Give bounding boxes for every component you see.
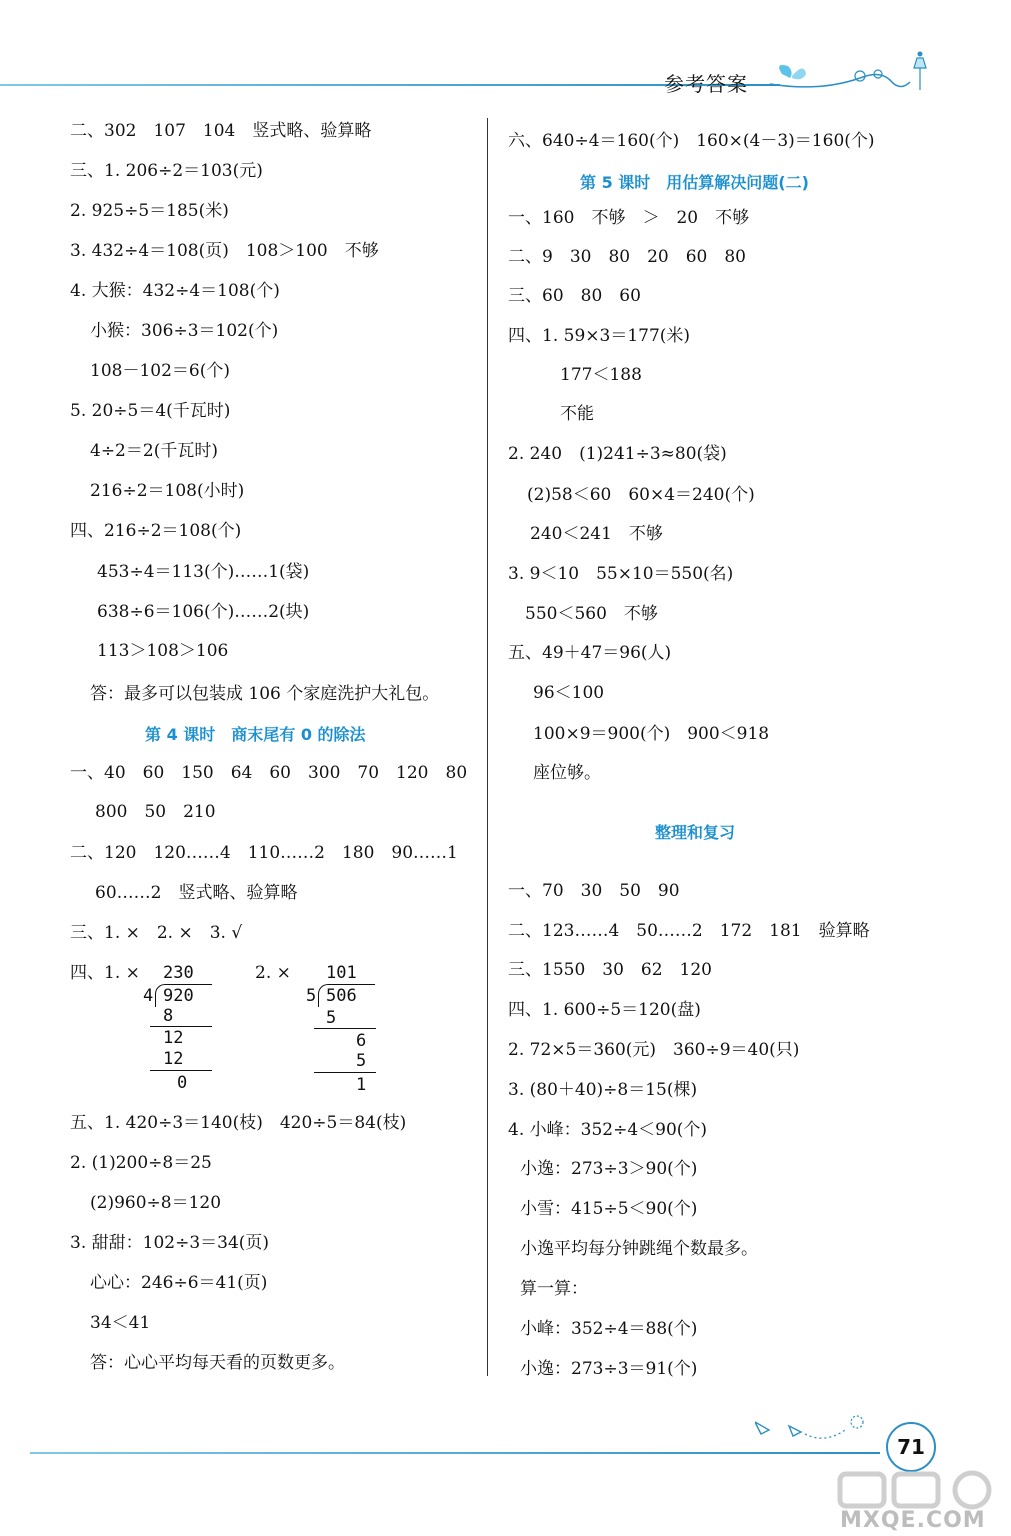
left-line: 一、40 60 150 64 60 300 70 120 80 [70,763,468,783]
ld2-divisor: 5 [306,986,317,1006]
ld2-rule-2 [314,1072,376,1073]
left-line: (2)960÷8＝120 [90,1193,222,1213]
right-line: 4. 小峰：352÷4＜90(个) [508,1120,708,1140]
left-line: 二、302 107 104 竖式略、验算略 [70,121,372,141]
column-divider [487,118,488,1376]
right-line: 240＜241 不够 [530,524,663,544]
ld2-remainder: 1 [356,1075,367,1095]
right-line: 177＜188 [560,365,642,385]
right-line: 小峰：352÷4＝88(个) [520,1319,698,1339]
right-line: 2. 240 (1)241÷3≈80(袋) [508,444,727,464]
ld2-step-1: 5 [326,1008,337,1028]
ld1-step-2: 12 [163,1028,184,1048]
left-line: 心心：246÷6＝41(页) [90,1273,268,1293]
left-line: 二、120 120……4 110……2 180 90……1 [70,843,458,863]
butterfly-lamp-decoration-icon [760,48,940,98]
section-title-lesson4: 第 4 课时 商末尾有 0 的除法 [145,725,366,744]
right-line: 算一算： [520,1279,588,1299]
ld1-step-3: 12 [163,1049,184,1069]
right-line: 96＜100 [533,683,605,703]
left-line: 三、1. × 2. × 3. √ [70,923,243,943]
ld1-dividend: 920 [163,986,194,1006]
left-line: 2. 925÷5＝185(米) [70,201,229,221]
ld1-step-1: 8 [163,1006,174,1026]
ld2-step-3: 5 [356,1051,367,1071]
q4-label-1: 四、1. × [70,963,140,983]
watermark [836,1470,1006,1534]
section-title-review: 整理和复习 [655,823,736,842]
right-line: 3. 9＜10 55×10＝550(名) [508,564,734,584]
right-line: 不能 [560,404,594,424]
ld2-rule-1 [314,1028,376,1029]
right-line: 小雪：415÷5＜90(个) [520,1199,698,1219]
left-line: 216÷2＝108(小时) [90,481,245,501]
left-line: 3. 432÷4＝108(页) 108＞100 不够 [70,241,379,261]
left-line: 2. (1)200÷8＝25 [70,1153,212,1173]
left-line: 4÷2＝2(千瓦时) [90,441,218,461]
right-line: (2)58＜60 60×4＝240(个) [527,485,755,505]
left-line: 小猴：306÷3＝102(个) [90,321,279,341]
right-line: 二、9 30 80 20 60 80 [508,247,746,267]
q4-label-2: 2. × [255,963,291,983]
right-line: 一、70 30 50 90 [508,881,680,901]
right-line: 小逸：273÷3＝91(个) [520,1359,698,1379]
right-line: 100×9＝900(个) 900＜918 [533,724,770,744]
left-line: 答：最多可以包装成 106 个家庭洗护大礼包。 [90,684,440,704]
left-line: 4. 大猴：432÷4＝108(个) [70,281,280,301]
left-line: 60……2 竖式略、验算略 [95,883,298,903]
ld2-dividend: 506 [326,986,357,1006]
left-line: 113＞108＞106 [97,641,229,661]
left-line: 34＜41 [90,1313,151,1333]
watermark-logo-icon [836,1470,1006,1510]
left-line: 800 50 210 [95,802,216,822]
ld1-divisor: 4 [143,986,154,1006]
page-number: 71 [886,1422,936,1472]
header-rule [0,84,780,86]
section-title-lesson5: 第 5 课时 用估算解决问题(二) [580,173,809,192]
right-line: 四、1. 59×3＝177(米) [508,326,691,346]
left-line: 638÷6＝106(个)……2(块) [97,602,310,622]
right-line: 三、1550 30 62 120 [508,960,712,980]
ld1-rule-2 [150,1070,212,1071]
right-line: 二、123……4 50……2 172 181 验算略 [508,921,870,941]
bird-decoration-icon [755,1400,885,1450]
ld2-step-2: 6 [356,1031,367,1051]
right-line: 三、60 80 60 [508,286,641,306]
left-line: 453÷4＝113(个)……1(袋) [97,562,310,582]
right-line: 小逸：273÷3＞90(个) [520,1159,698,1179]
right-line: 六、640÷4＝160(个) 160×(4－3)＝160(个) [508,131,875,151]
left-line: 三、1. 206÷2＝103(元) [70,161,263,181]
right-line: 一、160 不够 ＞ 20 不够 [508,208,750,228]
left-line: 108－102＝6(个) [90,361,230,381]
footer-rule [30,1452,880,1454]
right-line: 四、1. 600÷5＝120(盘) [508,1000,701,1020]
right-line: 五、49＋47＝96(人) [508,643,672,663]
left-line: 答：心心平均每天看的页数更多。 [90,1353,345,1373]
right-line: 550＜560 不够 [525,604,658,624]
right-line: 2. 72×5＝360(元) 360÷9＝40(只) [508,1040,800,1060]
ld1-remainder: 0 [177,1073,188,1093]
watermark-url: MXQE.COM [840,1508,986,1533]
right-line: 座位够。 [533,763,601,783]
left-line: 五、1. 420÷3＝140(枝) 420÷5＝84(枝) [70,1113,407,1133]
header-title: 参考答案 [664,72,748,96]
right-line: 小逸平均每分钟跳绳个数最多。 [520,1239,758,1259]
right-line: 3. (80＋40)÷8＝15(棵) [508,1080,698,1100]
left-line: 3. 甜甜：102÷3＝34(页) [70,1233,270,1253]
left-line: 四、216÷2＝108(个) [70,521,242,541]
ld1-quotient: 230 [163,963,194,983]
left-line: 5. 20÷5＝4(千瓦时) [70,401,231,421]
ld2-quotient: 101 [326,963,357,983]
